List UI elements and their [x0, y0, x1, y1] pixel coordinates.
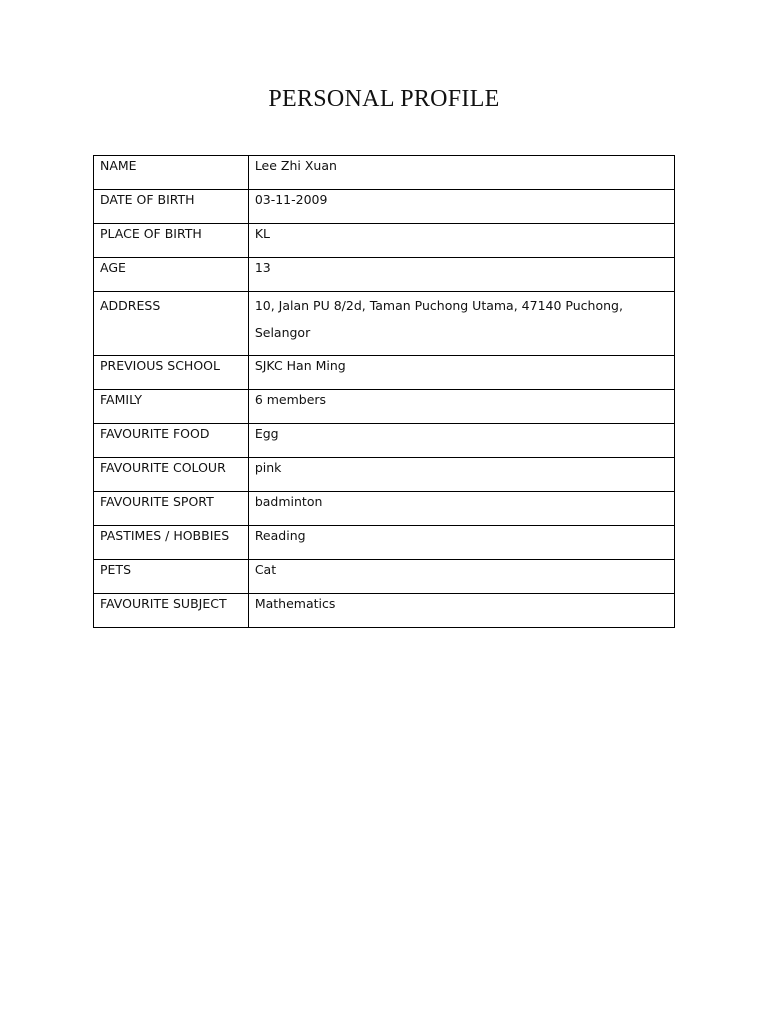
- row-label: [94, 258, 249, 292]
- row-label: [94, 594, 249, 628]
- row-label-text: AGE: [100, 260, 126, 275]
- row-value: [248, 190, 674, 224]
- row-label: [94, 492, 249, 526]
- row-value: [248, 292, 674, 356]
- row-value: [248, 258, 674, 292]
- table-row-previous-school: [94, 356, 675, 390]
- table-row-favourite-subject: [94, 594, 675, 628]
- row-value-text: Cat: [254, 562, 277, 577]
- row-label-text: PASTIMES / HOBBIES: [100, 528, 230, 543]
- table-row-name: [94, 156, 675, 190]
- profile-table: [93, 155, 675, 628]
- table-row-address: [94, 292, 675, 356]
- row-label: [94, 224, 249, 258]
- table-row-pets: [94, 560, 675, 594]
- row-label-text: FAMILY: [100, 392, 143, 407]
- row-value-text: Lee Zhi Xuan: [254, 158, 337, 173]
- row-label: [94, 156, 249, 190]
- row-label: [94, 526, 249, 560]
- table-row-date-of-birth: [94, 190, 675, 224]
- row-value: [248, 224, 674, 258]
- row-value-text: badminton: [254, 494, 323, 509]
- row-value-text: 03-11-2009: [254, 192, 328, 207]
- page-title: PERSONAL PROFILE: [268, 86, 500, 112]
- row-label: [94, 560, 249, 594]
- row-value-text: pink: [254, 460, 282, 475]
- row-label: [94, 458, 249, 492]
- row-label: [94, 390, 249, 424]
- row-value: [248, 594, 674, 628]
- row-value: [248, 390, 674, 424]
- row-value-text: Reading: [254, 528, 306, 543]
- table-row-favourite-sport: [94, 492, 675, 526]
- row-value-text: SJKC Han Ming: [254, 358, 346, 373]
- table-row-pastimes-hobbies: [94, 526, 675, 560]
- row-label-text: PLACE OF BIRTH: [100, 226, 202, 241]
- row-label-text: FAVOURITE FOOD: [100, 426, 210, 441]
- row-value: [248, 156, 674, 190]
- row-value-text: 6 members: [254, 392, 327, 407]
- table-row-age: [94, 258, 675, 292]
- row-value: [248, 560, 674, 594]
- table-row-family: [94, 390, 675, 424]
- row-value-text: KL: [254, 226, 270, 241]
- row-label: [94, 190, 249, 224]
- row-value-text: Egg: [254, 426, 279, 441]
- row-label: [94, 292, 249, 356]
- row-label-text: FAVOURITE COLOUR: [100, 460, 226, 475]
- row-label-text: NAME: [100, 158, 137, 173]
- row-value-text: Mathematics: [254, 596, 336, 611]
- table-row-favourite-food: [94, 424, 675, 458]
- row-value-text: 10, Jalan PU 8/2d, Taman Puchong Utama, 47140 Puchong, Selangor: [254, 298, 623, 340]
- table-row-place-of-birth: [94, 224, 675, 258]
- row-value: [248, 424, 674, 458]
- row-label-text: PETS: [100, 562, 132, 577]
- row-label-text: DATE OF BIRTH: [100, 192, 195, 207]
- row-label-text: PREVIOUS SCHOOL: [100, 358, 220, 373]
- row-value-text: 13: [254, 260, 271, 275]
- row-label-text: ADDRESS: [100, 298, 161, 313]
- row-label: [94, 424, 249, 458]
- row-label-text: FAVOURITE SPORT: [100, 494, 214, 509]
- row-value: [248, 526, 674, 560]
- row-value: [248, 492, 674, 526]
- row-value: [248, 356, 674, 390]
- row-label: [94, 356, 249, 390]
- row-label-text: FAVOURITE SUBJECT: [100, 596, 227, 611]
- row-value: [248, 458, 674, 492]
- table-row-favourite-colour: [94, 458, 675, 492]
